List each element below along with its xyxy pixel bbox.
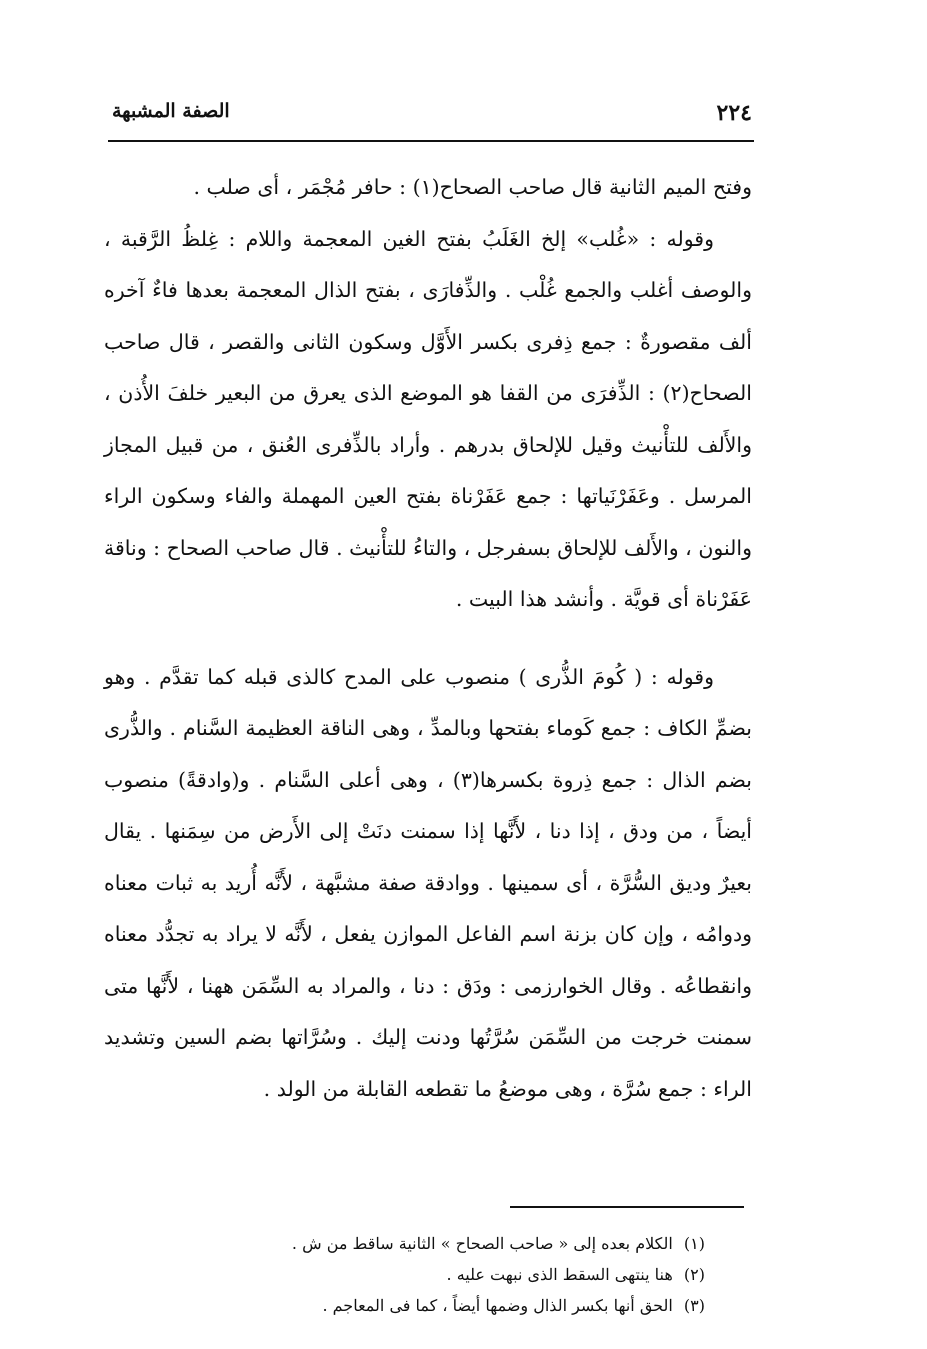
page-number: ٢٢٤ — [716, 100, 752, 126]
footnote-number: (٣) — [683, 1296, 705, 1315]
footnote-text: الكلام بعده إلى « صاحب الصحاح » الثانية ساقط من ش . — [291, 1234, 673, 1253]
paragraph-1: وفتح الميم الثانية قال صاحب الصحاح(١) : حافر مُجْمَر ، أى صلب . — [193, 175, 752, 199]
footnote-2 — [205, 1259, 705, 1290]
footnote-1 — [205, 1228, 705, 1259]
footnote-text: هنا ينتهى السقط الذى نبهت عليه . — [446, 1265, 673, 1284]
page-header — [112, 98, 752, 132]
footnote-rule — [510, 1206, 744, 1208]
footnote-text: الحق أنها بكسر الذال وضمها أيضاً ، كما فى المعاجم . — [322, 1296, 673, 1315]
main-text — [104, 162, 752, 1115]
footnote-3 — [205, 1290, 705, 1321]
footnote-number: (٢) — [683, 1265, 705, 1284]
footnote-number: (١) — [683, 1234, 705, 1253]
running-title: الصفة المشبهة — [112, 100, 230, 122]
paragraph-2: وقوله : «غُلب» إلخ الغَلَبُ بفتح الغين المعجمة واللام : غِلظُ الرَّقبة ، والوصف أغلب والجمع غُلْب . والذِّفارَى ، بفتح الذال المعجمة بعدها فاءٌ آخره ألف مقصورةٌ : جمع ذِفرى بكسر الأَوَّل وسكون الثانى والقصر ، قال صاحب الصحاح(٢) : الذِّفرَى من القفا هو الموضع الذى يعرق من البعير خلفَ الأُذن ، والأَلف للتأْنيث وقيل للإلحاق بدرهم . وأراد بالذِّفرى العُنق ، من قبيل المجاز المرسل . وعَفَرْنَياتها : جمع عَفَرْناة بفتح العين المهملة والفاء وسكون الراء والنون ، والأَلف للإلحاق بسفرجل ، والتاءُ للتأْنيث . قال صاحب الصحاح : وناقة عَفَرْناة أى قويَّة . وأنشد هذا البيت . — [104, 226, 752, 611]
paragraph-3: وقوله : ( كُومَ الذُّرى ) منصوب على المدح كالذى قبله كما تقدَّم . وهو بضمِّ الكاف : جمع كَوماء بفتحها وبالمدِّ ، وهى الناقة العظيمة السَّنام . والذُّرى بضم الذال : جمع ذِروة بكسرها(٣) ، وهى أعلى السَّنام . و(وادقةً) منصوب أيضاً ، من ودق ، إذا دنا ، لأَنَّها إذا سمنت دنَتْ إلى الأَرض من سِمَنها . يقال بعيرٌ وديق السُّرَّة ، أى سمينها . ووادقة صفة مشبَّهة ، لأَنَّه أُريد به ثبات معناه ودوامُه ، وإن كان بزنة اسم الفاعل الموازن يفعل ، لأَنَّه لا يراد به تجدُّد معناه وانقطاعُه . وقال الخوارزمى : ودَق : دنا ، والمراد به السِّمَن ههنا ، لأَنَّها متى سمنت خرجت من السِّمَن سُرَّتُها ودنت إليك . وسُرَّاتها بضم السين وتشديد الراء : جمع سُرَّة ، وهى موضعُ ما تقطعه القابلة من الولد . — [104, 664, 752, 1101]
footnotes — [205, 1228, 705, 1321]
paragraph-gap — [104, 626, 752, 652]
header-rule — [108, 140, 754, 142]
